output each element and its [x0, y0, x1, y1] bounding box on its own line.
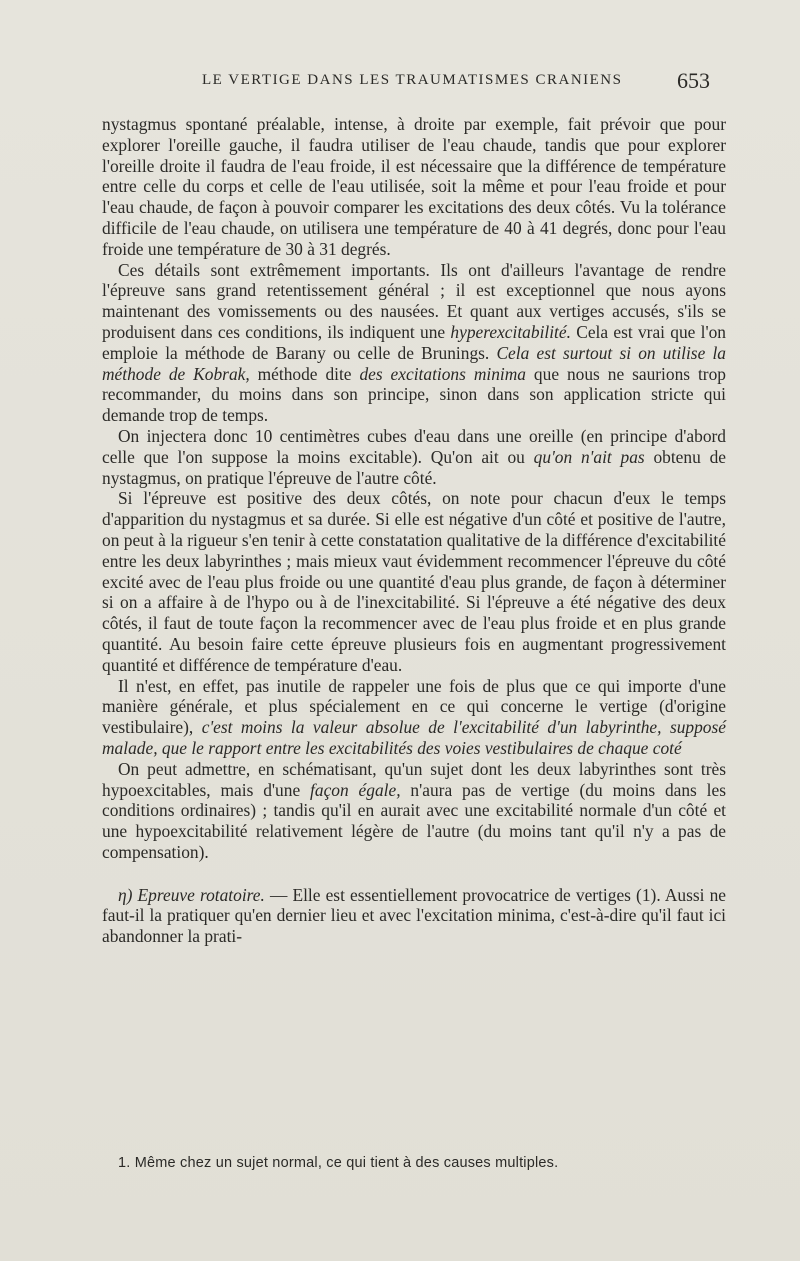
paragraph-4: Si l'épreuve est positive des deux côtés, on note pour chacun d'eux le temps d'apparition du nystagmus et sa durée. Si elle est négative d'un côté et positive de l'autre, on peut à la rigueur s'en tenir à cette constatation qualitative de la différence d'excitabilité entre les deux labyrinthes ; mais mieux vaut évidemment recommencer l'épreuve du côté excité avec de l'eau plus froide ou une quantité d'eau plus grande, de façon à déterminer si on a affaire à de l'hypo ou à de l'inexcitabilité. Si l'épreuve a été négative des deux côtés, il faut de toute façon la recommencer avec de l'eau plus froide et en plus grande quantité. Au besoin faire cette épreuve plusieurs fois en augmentant progressivement quantité et différence de température d'eau. [102, 488, 726, 675]
footnote: 1. Même chez un sujet normal, ce qui tient à des causes multiples. [118, 1155, 559, 1171]
emphasis-facon-egale: façon égale, [310, 779, 401, 800]
paragraph-epreuve-rotatoire: η) Epreuve rotatoire. — Elle est essentiellement provocatrice de vertiges (1). Aussi ne faut-il la pratiquer qu'en dernier lieu et avec l'excitation minima, c'est-à-dire qu'il faut ici abandonner la prati- [102, 884, 726, 947]
section-label: η) Epreuve rotatoire. [118, 884, 265, 905]
emphasis-hyperexcitabilite: hyperexcitabilité. [450, 321, 571, 342]
paragraph-5: Il n'est, en effet, pas inutile de rappeler une fois de plus que ce qui importe d'une manière générale, et plus spécialement en ce qui concerne le vertige (d'origine vestibulaire), c'est moins la valeur absolue de l'excitabilité d'un labyrinthe, supposé malade, que le rapport entre les excitabilités des voies vestibulaires de chaque coté [102, 675, 726, 758]
emphasis-nait-pas: qu'on n'ait pas [533, 446, 645, 467]
paragraph-1: nystagmus spontané préalable, intense, à droite par exemple, fait prévoir que pour explorer l'oreille gauche, il faudra utiliser de l'eau chaude, tandis que pour explorer l'oreille droite il faudra de l'eau froide, il est nécessaire que la différence de température entre celle du corps et celle de l'eau utilisée, soit la même et pour l'eau froide et pour l'eau chaude, de façon à pouvoir comparer les excitations des deux côtés. Vu la tolérance difficile de l'eau chaude, on utilisera une température de 40 à 41 degrés, donc pour l'eau froide une température de 30 à 31 degrés. [102, 114, 726, 259]
page-number: 653 [677, 68, 710, 93]
paragraph-2: Ces détails sont extrêmement importants. Ils ont d'ailleurs l'avantage de rendre l'épreuve sans grand retentissement général ; il est exceptionnel que nous ayons maintenant des vomissements ou des nausées. Et quant aux vertiges accusés, s'ils se produisent dans ces conditions, ils indiquent une hyperexcitabilité. Cela est vrai que l'on emploie la méthode de Barany ou celle de Brunings. Cela est surtout si on utilise la méthode de Kobrak, méthode dite des excitations minima que nous ne saurions trop recommander, du moins dans son principe, sinon dans son application stricte qui demande trop de temps. [102, 259, 727, 426]
emphasis-kobrak: Cela est surtout si on utilise la méthode de Kobrak, [102, 342, 727, 384]
body-text [102, 114, 726, 947]
paragraph-6: On peut admettre, en schématisant, qu'un sujet dont les deux labyrinthes sont très hypoexcitables, mais d'une façon égale, n'aura pas de vertige (du moins dans les conditions ordinaires) ; tandis qu'il en aurait avec une excitabilité normale d'un côté et une hypoexcitabilité relativement légère de l'autre (du moins tant qu'il n'y a pas de compensation). [102, 758, 727, 862]
running-title: LE VERTIGE DANS LES TRAUMATISMES CRANIENS [202, 72, 623, 88]
emphasis-rapport: c'est moins la valeur absolue de l'excitabilité d'un labyrinthe, supposé malade, que le rapport entre les excitabilités des voies vestibulaires de chaque coté [102, 717, 726, 758]
emphasis-excitations-minima: des excitations minima [359, 363, 526, 384]
page-header [102, 68, 720, 98]
paragraph-3: On injectera donc 10 centimètres cubes d'eau dans une oreille (en principe d'abord celle que l'on suppose la moins excitable). Qu'on ait ou qu'on n'ait pas obtenu de nystagmus, on pratique l'épreuve de l'autre côté. [102, 425, 726, 488]
